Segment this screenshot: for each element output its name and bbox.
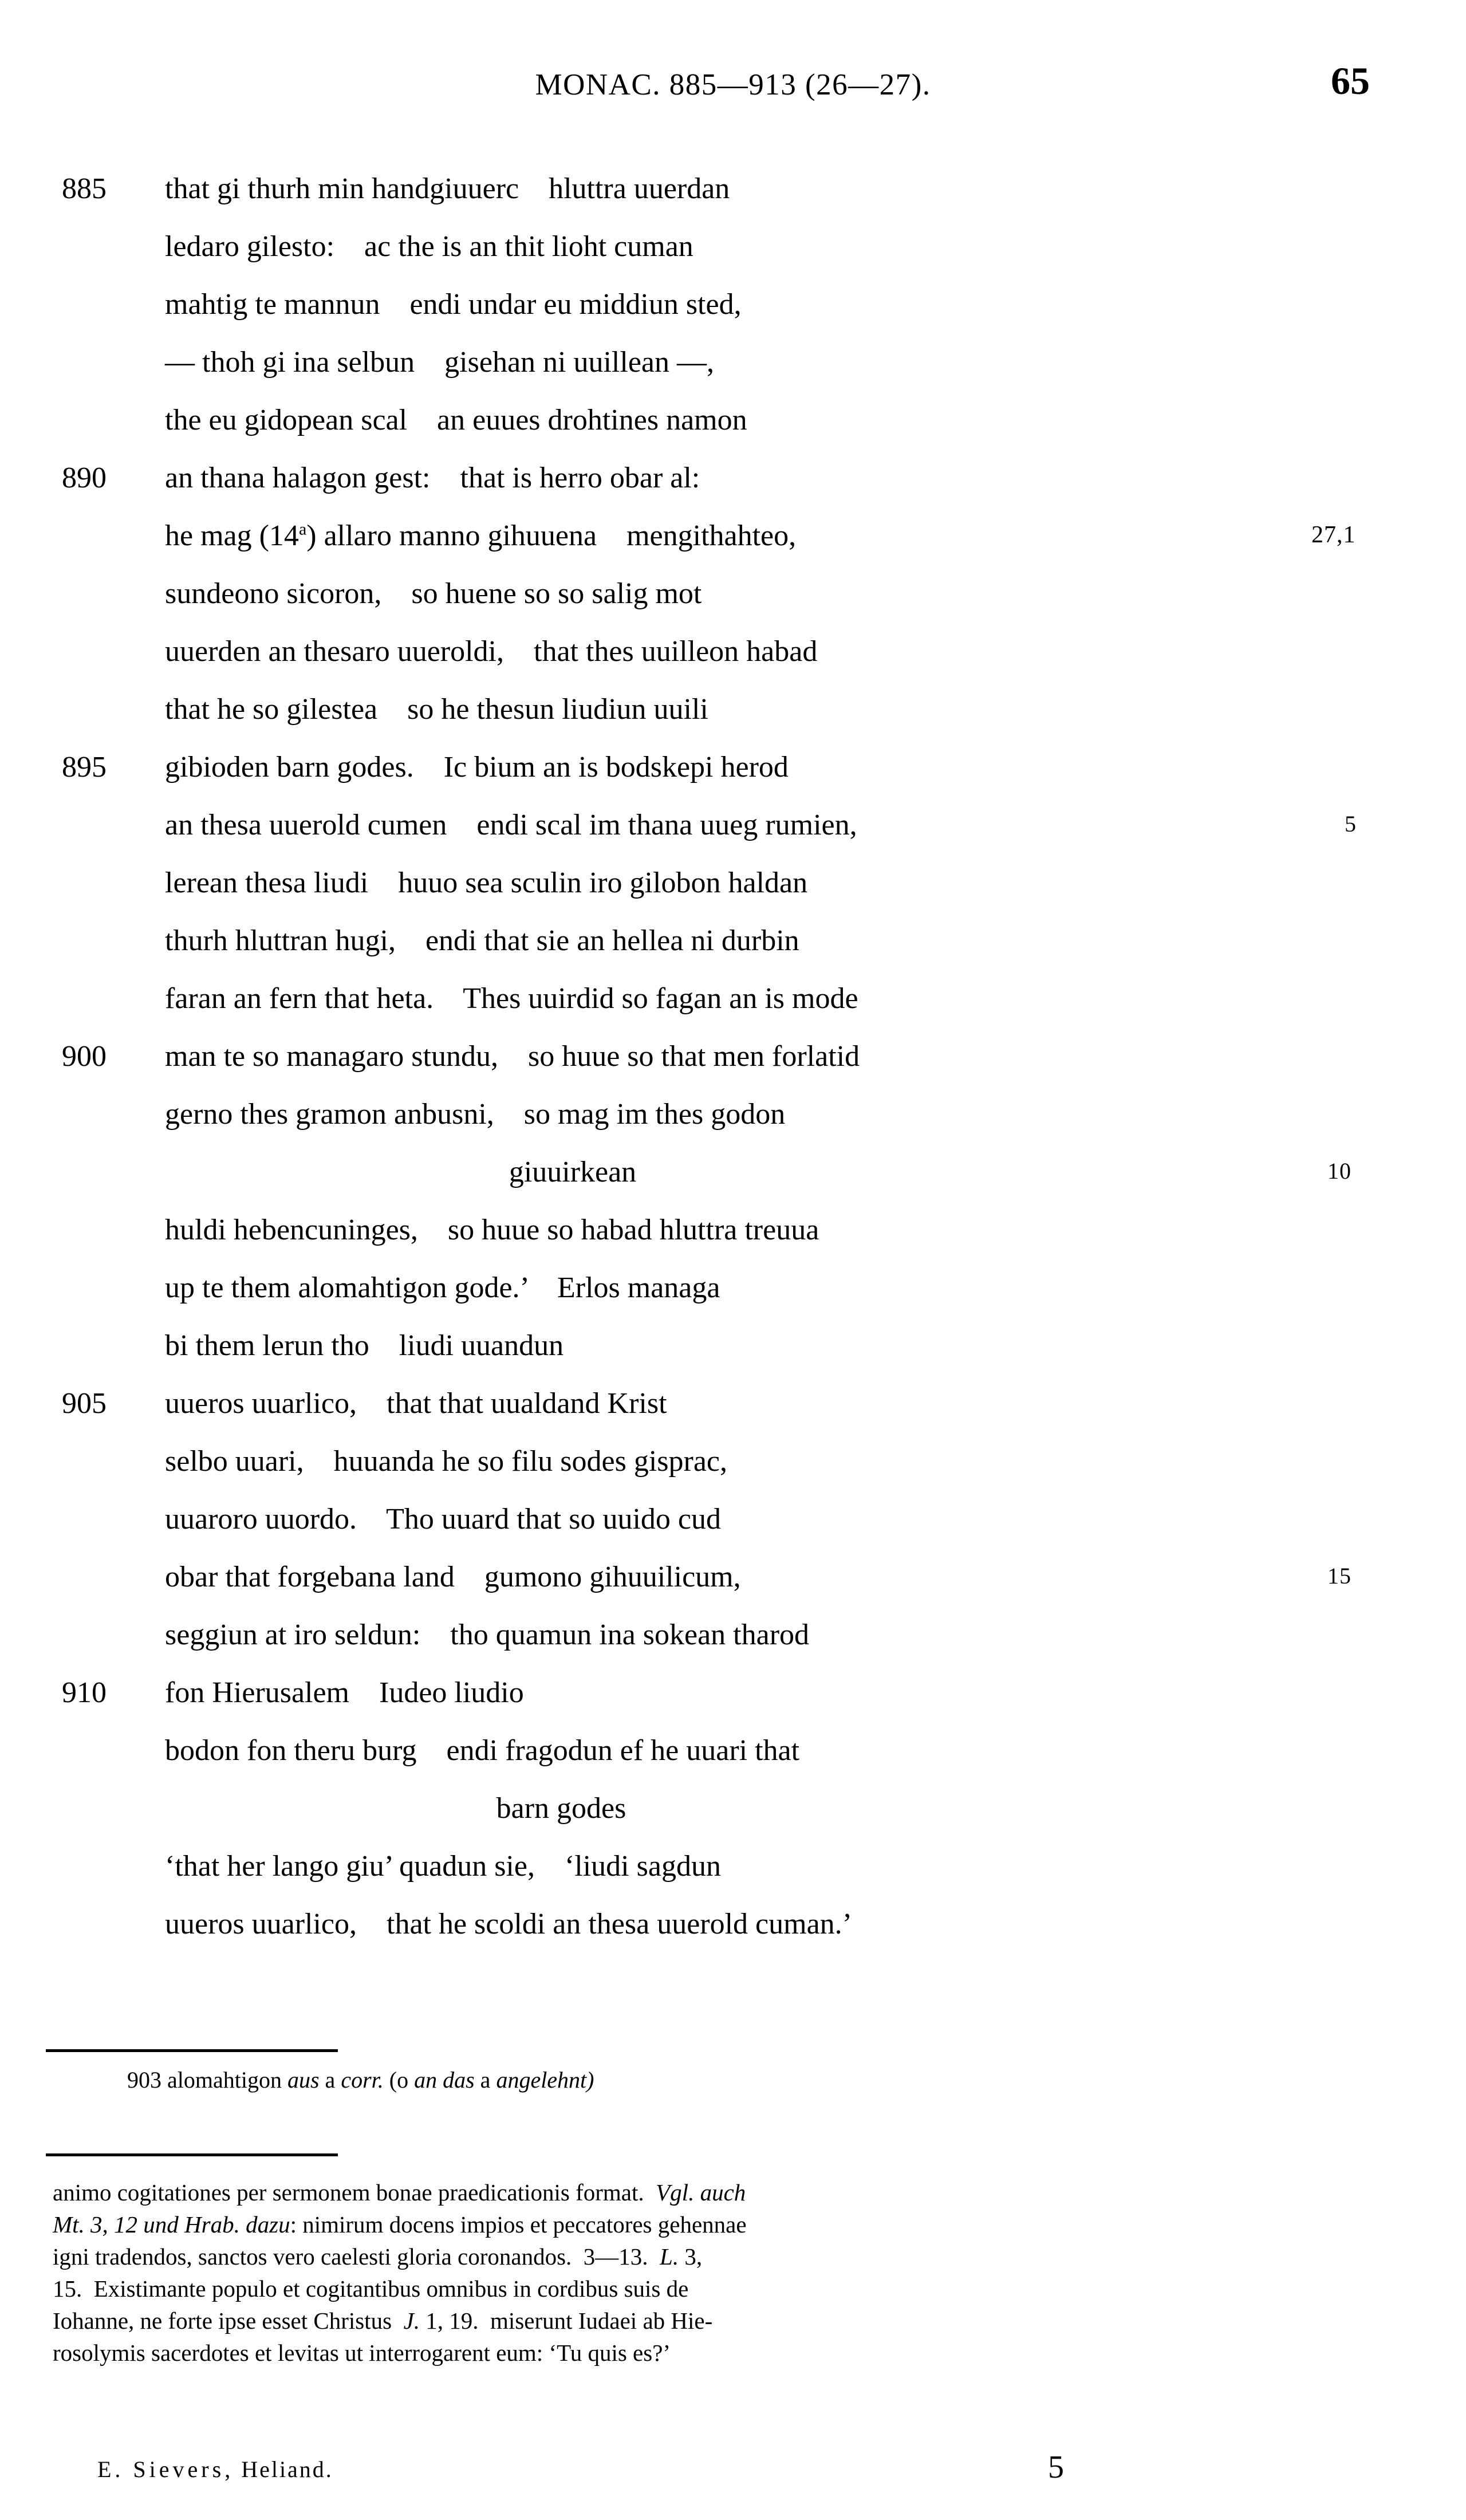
commentary-italic: L. <box>660 2243 679 2270</box>
commentary-text: rosolymis sacerdotes et levitas ut interrogarent eum: ‘Tu quis es?’ <box>53 2340 671 2366</box>
commentary-text: 3, <box>684 2243 703 2270</box>
verse-line <box>0 577 1466 635</box>
verse-line <box>0 1907 1466 1965</box>
verse-text: obar that forgebana land gumono gihuuilicum, <box>165 1561 741 1593</box>
margin-reference: 5 <box>1345 811 1357 837</box>
verse-text: gerno thes gramon anbusni, so mag im thes godon <box>165 1098 786 1131</box>
page-number: 65 <box>1331 59 1370 103</box>
verse-line <box>0 1618 1466 1676</box>
source-commentary <box>53 2176 1393 2369</box>
commentary-text: Existimante populo et cogitantibus omnibus in cordibus suis de <box>93 2275 689 2302</box>
verse-text: huldi hebencuninges, so huue so habad hluttra treuua <box>165 1214 819 1246</box>
verse-text: barn godes <box>496 1792 626 1825</box>
commentary-text: Iohanne, ne forte ipse esset Christus <box>53 2308 392 2334</box>
verse-text: seggiun at iro seldun: tho quamun ina sokean tharod <box>165 1619 810 1651</box>
verse-line <box>0 1560 1466 1618</box>
margin-reference: 15 <box>1327 1563 1351 1589</box>
margin-reference: 10 <box>1327 1158 1351 1184</box>
verse-line <box>0 1387 1466 1444</box>
footer-signature-line <box>97 2456 333 2483</box>
verse-text: bodon fon theru burg endi fragodun ef he uuari that <box>165 1734 800 1767</box>
verse-line <box>0 1734 1466 1791</box>
commentary-text: 15. <box>53 2275 82 2302</box>
commentary-line <box>53 2273 1393 2305</box>
verse-line <box>0 1849 1466 1907</box>
verse-number: 910 <box>62 1676 107 1709</box>
verse-line <box>0 345 1466 403</box>
verse-text: selbo uuari, huuanda he so filu sodes gisprac, <box>165 1445 728 1478</box>
apparatus-note-r-2: (o <box>389 2067 409 2093</box>
verse-line <box>0 1271 1466 1329</box>
verse-text: bi them lerun tho liudi uuandun <box>165 1329 564 1362</box>
verse-text: giuuirkean <box>509 1156 637 1188</box>
verse-text: lerean thesa liudi huuo sea sculin iro gilobon haldan <box>165 867 808 899</box>
verse-line <box>0 635 1466 692</box>
verse-text: fon Hierusalem Iudeo liudio <box>165 1676 524 1709</box>
verse-text: sundeono sicoron, so huene so so salig mot <box>165 577 702 610</box>
verse-block <box>0 172 1466 1965</box>
commentary-line <box>53 2305 1393 2337</box>
verse-line <box>0 1097 1466 1155</box>
commentary-line <box>53 2337 1393 2369</box>
apparatus-note-r-1: a <box>325 2067 336 2093</box>
apparatus-note-it-3: an das <box>414 2067 475 2093</box>
verse-line <box>0 519 1466 577</box>
verse-line <box>0 982 1466 1040</box>
commentary-text: animo cogitationes per sermonem bonae praedicationis format. <box>53 2179 644 2206</box>
verse-line <box>0 230 1466 288</box>
verse-text: an thana halagon gest: that is herro obar al: <box>165 462 700 494</box>
verse-number: 885 <box>62 172 107 205</box>
verse-text: ‘that her lango giu’ quadun sie, ‘liudi sagdun <box>165 1850 721 1883</box>
verse-text: uuaroro uuordo. Tho uuard that so uuido cud <box>165 1503 721 1535</box>
signature-mark: 5 <box>1048 2450 1064 2485</box>
commentary-text: 3—13. <box>583 2243 648 2270</box>
running-head <box>0 59 1466 119</box>
verse-text: thurh hluttran hugi, endi that sie an hellea ni durbin <box>165 924 799 957</box>
verse-number: 900 <box>62 1040 107 1073</box>
apparatus-note-it-1: aus <box>287 2067 320 2093</box>
verse-line <box>0 866 1466 924</box>
verse-number: 890 <box>62 462 107 494</box>
verse-text: an thesa uuerold cumen endi scal im thana uueg rumien, <box>165 809 857 841</box>
verse-line <box>0 750 1466 808</box>
apparatus-note-it-2: corr. <box>341 2067 384 2093</box>
commentary-line <box>53 2208 1393 2241</box>
commentary-text: igni tradendos, sanctos vero caelesti gloria coronandos. <box>53 2243 572 2270</box>
commentary-italic: dazu <box>246 2211 290 2238</box>
commentary-italic: und <box>143 2211 179 2238</box>
critical-apparatus-note <box>127 2066 1330 2093</box>
apparatus-line-ref: 903 <box>127 2067 161 2093</box>
footer-author: E. Sievers, <box>97 2456 234 2482</box>
commentary-text: : nimirum docens impios et peccatores gehennae <box>290 2211 747 2238</box>
commentary-line <box>53 2176 1393 2208</box>
verse-line <box>0 288 1466 345</box>
commentary-line <box>53 2241 1393 2273</box>
verse-text: mahtig te mannun endi undar eu middiun sted, <box>165 288 742 321</box>
verse-line <box>0 808 1466 866</box>
verse-number: 895 <box>62 751 107 783</box>
verse-text: uueros uuarlico, that he scoldi an thesa uuerold cuman.’ <box>165 1908 852 1940</box>
verse-line <box>0 1155 1466 1213</box>
verse-text: faran an fern that heta. Thes uuirdid so fagan an is mode <box>165 982 858 1015</box>
apparatus-note-it-4: angelehnt) <box>496 2067 594 2093</box>
verse-line <box>0 1676 1466 1734</box>
verse-text: ledaro gilesto: ac the is an thit lioht cuman <box>165 230 693 263</box>
verse-text: — thoh gi ina selbun gisehan ni uuillean —, <box>165 346 714 379</box>
apparatus-lemma: alomahtigon <box>167 2067 282 2093</box>
verse-line <box>0 461 1466 519</box>
verse-line <box>0 1329 1466 1387</box>
verse-text: that gi thurh min handgiuuerc hluttra uuerdan <box>165 172 730 205</box>
apparatus-rule <box>46 2049 338 2052</box>
apparatus-note-r-3: a <box>480 2067 491 2093</box>
commentary-italic: Mt. 3, 12 <box>53 2211 138 2238</box>
commentary-text: miserunt Iudaei ab Hie- <box>490 2308 713 2334</box>
margin-reference: 27,1 <box>1311 522 1356 548</box>
verse-text: uueros uuarlico, that that uualdand Krist <box>165 1387 667 1420</box>
verse-line <box>0 1791 1466 1849</box>
verse-text: that he so gilestea so he thesun liudiun uuili <box>165 693 708 726</box>
verse-line <box>0 172 1466 230</box>
verse-line <box>0 1444 1466 1502</box>
verse-text: he mag (14$^a$) allaro manno gihuuena mengithahteo, <box>165 519 797 552</box>
verse-line <box>0 1040 1466 1097</box>
verse-text: man te so managaro stundu, so huue so that men forlatid <box>165 1040 860 1073</box>
commentary-italic: Vgl. auch <box>656 2179 746 2206</box>
verse-text: gibioden barn godes. Ic bium an is bodskepi herod <box>165 751 789 783</box>
footer-work-title: Heliand. <box>241 2456 333 2482</box>
running-head-title: MONAC. 885—913 (26—27). <box>535 68 931 101</box>
verse-text: uuerden an thesaro uueroldi, that thes uuilleon habad <box>165 635 818 668</box>
commentary-text: 1, 19. <box>425 2308 479 2334</box>
page-footer <box>0 2450 1466 2502</box>
verse-number: 905 <box>62 1387 107 1420</box>
verse-line <box>0 924 1466 982</box>
commentary-italic: J. <box>403 2308 420 2334</box>
commentary-rule <box>46 2153 338 2156</box>
verse-line <box>0 1213 1466 1271</box>
verse-text: the eu gidopean scal an euues drohtines namon <box>165 404 747 436</box>
verse-line <box>0 692 1466 750</box>
verse-line <box>0 403 1466 461</box>
verse-text: up te them alomahtigon gode.’ Erlos managa <box>165 1271 720 1304</box>
commentary-italic: Hrab. <box>184 2211 240 2238</box>
verse-line <box>0 1502 1466 1560</box>
